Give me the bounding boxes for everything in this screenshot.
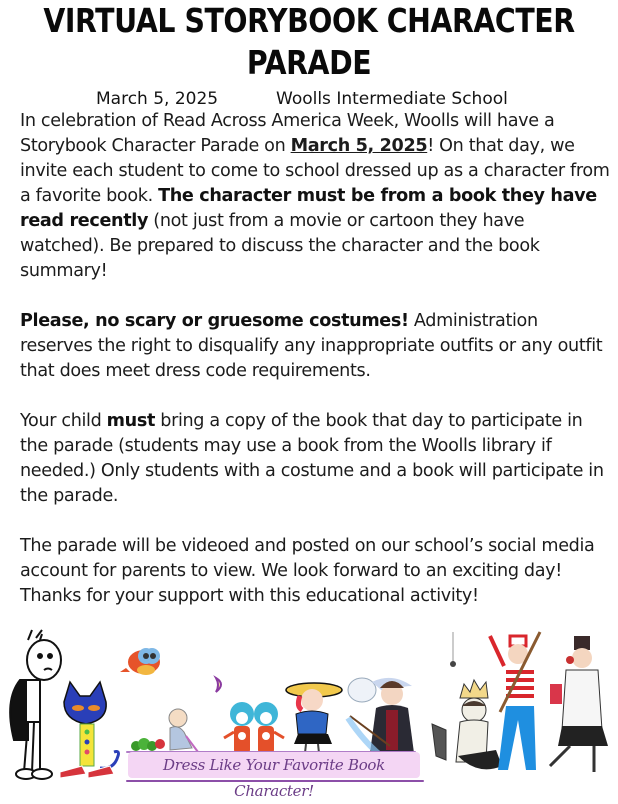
no-scary-costumes: Please, no scary or gruesome costumes! — [20, 311, 409, 331]
intro-text: In celebration of Read Across America Week, Woolls will have a Storybook Character Parade on — [20, 111, 555, 156]
title-line-1: VIRTUAL STORYBOOK CHARACTER — [43, 1, 575, 40]
event-meta — [0, 88, 618, 110]
paragraph-costume-rules — [20, 309, 610, 384]
spider-icon — [450, 632, 456, 667]
parade-date-underlined: March 5, 2025 — [290, 136, 428, 156]
intro-text-2: ! On that day, we invite each student to come to school dressed up as a character from a favorite book. — [20, 136, 610, 206]
paragraph-intro — [20, 109, 610, 284]
paragraph-book-requirement — [20, 409, 610, 509]
book-requirement: The character must be from a book they have read recently — [20, 186, 597, 231]
school-name: Woolls Intermediate School — [276, 89, 508, 109]
waldo-illustration — [490, 632, 540, 770]
greg-heffley-illustration — [10, 630, 61, 779]
must-emphasis: must — [106, 411, 156, 431]
thing-1-and-thing-2-illustration — [224, 702, 284, 754]
video-text: The parade will be videoed and posted on our school’s social media account for parents to view. We look forward to an exciting day! Thanks for your support with this educational activity! — [20, 536, 595, 606]
costume-rules-text: Administration reserves the right to disqualify any inappropriate outfits or any outfit that does meet dress code requirements. — [20, 311, 603, 381]
page-title — [43, 0, 574, 84]
hungry-caterpillar-illustration — [131, 738, 165, 751]
owl-illustration — [120, 648, 160, 675]
max-wild-things-illustration — [432, 680, 502, 769]
event-date: March 5, 2025 — [96, 89, 219, 109]
book-text-2: bring a copy of the book that day to participate in the parade (students may use a book from the Woolls library if needed.) Only students with a costume and a book will participate in the parade. — [20, 411, 604, 506]
dress-like-favorite-character-label: Dress Like Your Favorite Book Character! — [128, 752, 420, 778]
pete-the-cat-illustration — [60, 682, 119, 778]
banner-label-underline — [126, 780, 424, 782]
amelia-bedelia-illustration — [550, 636, 608, 772]
baby-illustration — [169, 709, 198, 752]
title-line-2: PARADE — [246, 43, 372, 82]
letter-body — [20, 109, 610, 634]
paragraph-video — [20, 534, 610, 609]
book-text-1: Your child — [20, 411, 107, 431]
moon-icon — [216, 678, 221, 692]
intro-text-3: (not just from a movie or cartoon they have watched). Be prepared to discuss the character and the book summary! — [20, 211, 540, 281]
